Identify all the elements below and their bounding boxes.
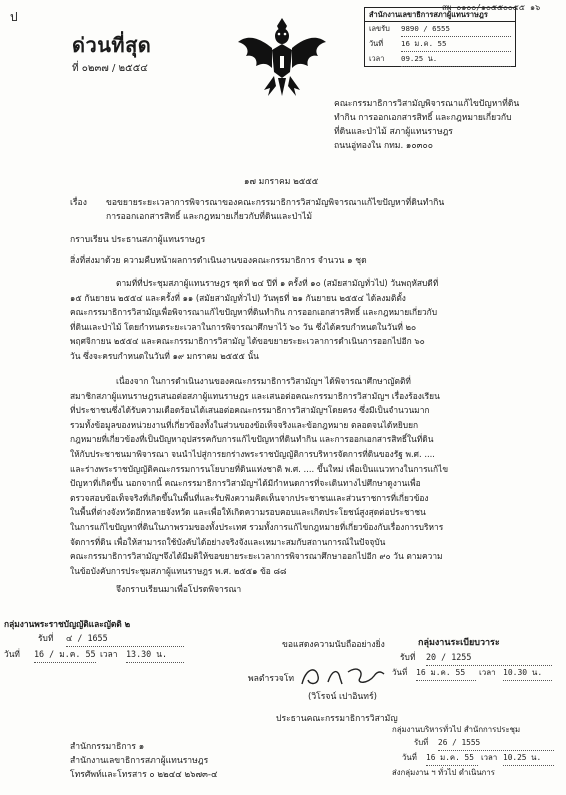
doc-number: ที่ ๐๒๓๗ / ๒๕๕๔ — [72, 63, 148, 74]
signer-rank: พลตำรวจโท — [248, 674, 295, 684]
sender-line: ที่ดินและป่าไม้ สภาผู้แทนราษฎร — [334, 127, 453, 137]
stamp-bottom-note: ส่งกลุ่มงาน ฯ ทั่วไป ดำเนินการ — [392, 768, 495, 777]
corner-mark: ป — [10, 10, 18, 24]
stamp-right-title: กลุ่มงานระเบียบวาระ — [418, 638, 500, 648]
paragraph-line: ๑๕ กันยายน ๒๕๕๔ และครั้งที่ ๑๑ (สมัยสามัญทั่วไป) วันพุธที่ ๒๑ กันยายน ๒๕๕๔ ได้ลงมติตั้ง — [70, 292, 406, 303]
footer-line: โทรศัพท์และโทรสาร ๐ ๒๒๔๔ ๒๖๗๓-๔ — [70, 770, 218, 780]
signer-name: (วิโรจน์ เปาอินทร์) — [308, 692, 377, 702]
paragraph-line: และร่างพระราชบัญญัติคณะกรรมการนโยบายที่ดินแห่งชาติ พ.ศ. .... ขึ้นใหม่ เพื่อเป็นแนวทางในการแก้ไข — [70, 463, 449, 474]
paragraph-line: ตรวจสอบข้อเท็จจริงที่เกิดขึ้นในพื้นที่และรับฟังความคิดเห็นจากประชาชนและส่วนราชการที่เกี่ยวข้อง — [70, 492, 429, 503]
stamp-left-row — [4, 647, 184, 663]
paragraph-line: คณะกรรมาธิการวิสามัญเพื่อพิจารณาแก้ไขปัญหาที่ดินทำกิน การออกเอกสารสิทธิ์ และกฎหมายเกี่ยวกับ — [70, 307, 438, 318]
receipt-value: 09.25 น. — [401, 52, 511, 67]
receipt-value: 16 ม.ค. 55 — [401, 37, 511, 52]
stamp-left — [4, 617, 184, 675]
sender-line: คณะกรรมาธิการวิสามัญพิจารณาแก้ไขปัญหาที่ดิน — [334, 99, 520, 109]
sender-address — [334, 97, 519, 153]
receipt-value: 9890 / 6555 — [401, 22, 511, 37]
stamp-left-row — [4, 631, 184, 647]
paragraph-line: ในการแก้ไขปัญหาที่ดินในภาพรวมของทั้งประเทศ รวมทั้งการแก้ไขกฎหมายที่เกี่ยวข้องกับเรื่องการบริหาร — [70, 521, 444, 532]
top-right-code: สผ ๐๑๐๐/๑๐๕๕๐๐๕๕ — [442, 3, 525, 12]
footer-line: สำนักงานเลขาธิการสภาผู้แทนราษฎร — [70, 756, 209, 766]
sender-line: ทำกิน การออกเอกสารสิทธิ์ และกฎหมายเกี่ยวกับ — [334, 113, 512, 123]
closing-line: จึงกราบเรียนมาเพื่อโปรดพิจารณา — [116, 585, 242, 595]
stamp-value: 16 ม.ค. 55 — [416, 666, 476, 681]
stamp-right — [392, 636, 552, 680]
stamp-bottom-row — [392, 751, 554, 766]
sender-line: ถนนอู่ทองใน กทม. ๑๐๓๐๐ — [334, 141, 434, 151]
paragraph-line: ที่ประชาชนซึ่งได้รับความเดือดร้อนได้เสนอต่อคณะกรรมาธิการวิสามัญฯโดยตรง ซึ่งมีเป็นจำนวนมาก — [70, 405, 430, 416]
paragraph-1 — [70, 276, 518, 364]
stamp-label: รับที่ — [38, 633, 54, 643]
subject-line: ขอขยายระยะเวลาการพิจารณาของคณะกรรมาธิการวิสามัญพิจารณาแก้ไขปัญหาที่ดินทำกิน — [106, 198, 445, 208]
top-right-code2: ๑๖ — [530, 3, 541, 12]
salutation: กราบเรียน ประธานสภาผู้แทนราษฎร — [70, 235, 206, 245]
stamp-value: 20 / 1255 — [426, 650, 552, 666]
subject-line: การออกเอกสารสิทธิ์ และกฎหมายเกี่ยวกับที่ดินและป่าไม้ — [106, 212, 313, 222]
paragraph-line: ตามที่ที่ประชุมสภาผู้แทนราษฎร ชุดที่ ๒๔ ปีที่ ๑ ครั้งที่ ๑๐ (สมัยสามัญทั่วไป) วันพฤหัสบดีที่ — [116, 278, 439, 288]
paragraph-line: ในข้อบังคับการประชุมสภาผู้แทนราษฎร พ.ศ. ๒๕๕๑ ข้อ ๘๘ — [70, 565, 287, 576]
stamp-bottom — [392, 724, 554, 790]
garuda-emblem — [236, 16, 328, 104]
paragraph-line: จัดการที่ดิน เพื่อให้สามารถใช้บังคับได้อย่างจริงจังและเหมาะสมกับสถานการณ์ในปัจจุบัน — [70, 536, 386, 547]
receipt-stamp-title: สำนักงานเลขาธิการสภาผู้แทนราษฎร — [365, 8, 515, 22]
paragraph-line: ให้กับประชาชนมาพิจารณา จนนำไปสู่การยกร่างพระราชบัญญัติการบริหารจัดการที่ดินของรัฐ พ.ศ. .... — [70, 448, 435, 459]
stamp-left-title: กลุ่มงานพระราชบัญญัติและญัตติ ๒ — [4, 619, 131, 629]
paragraph-line: เนื่องจาก ในการดำเนินงานของคณะกรรมาธิการวิสามัญฯ ได้พิจารณาศึกษาญัตติที่ — [116, 376, 411, 386]
urgent-label: ด่วนที่สุด — [72, 33, 152, 57]
stamp-bottom-title: กลุ่มงานบริหารทั่วไป สำนักการประชุม — [392, 725, 521, 734]
stamp-label: เวลา — [481, 753, 498, 762]
receipt-row — [365, 22, 515, 37]
receipt-label: เวลา — [369, 54, 385, 63]
enclosure: สิ่งที่ส่งมาด้วย ความคืบหน้าผลการดำเนินงานของคณะกรรมาธิการ จำนวน ๑ ชุด — [70, 256, 367, 266]
paragraph-line: รวมทั้งข้อมูลของหน่วยงานที่เกี่ยวข้องทั้งในส่วนของข้อเท็จจริงและข้อกฎหมาย ตลอดจนได้หยิบยก — [70, 419, 419, 430]
receipt-label: เลขรับ — [369, 24, 390, 33]
stamp-value: 26 / 1555 — [438, 736, 554, 751]
subject-label: เรื่อง — [70, 198, 87, 208]
paragraph-line: กฎหมายที่เกี่ยวข้องที่เป็นปัญหาอุปสรรคกับการแก้ไขปัญหาที่ดินทำกิน และการออกเอกสารสิทธิ์ในที่ดิน — [70, 434, 434, 445]
paragraph-line: คณะกรรมาธิการวิสามัญฯจึงได้มีมติให้ขอขยายระยะเวลาการพิจารณาศึกษาออกไปอีก ๙๐ วัน ตามความ — [70, 551, 443, 562]
stamp-value: 16 ม.ค. 55 — [426, 751, 478, 766]
stamp-value: 10.25 น. — [503, 751, 554, 766]
stamp-label: วันที่ — [392, 668, 408, 677]
paragraph-2 — [70, 374, 518, 578]
stamp-value: 13.30 น. — [126, 647, 184, 663]
stamp-label: เวลา — [100, 649, 118, 659]
stamp-bottom-row — [392, 736, 554, 751]
stamp-right-row — [392, 666, 552, 681]
receipt-row — [365, 52, 515, 67]
paragraph-line: วัน ซึ่งจะครบกำหนดในวันที่ ๑๙ มกราคม ๒๕๕๕ นั้น — [70, 350, 259, 361]
stamp-label: เวลา — [479, 668, 496, 677]
stamp-value: 16 / ม.ค. 55 — [34, 647, 96, 663]
receipt-row — [365, 37, 515, 52]
paragraph-line: ในพื้นที่ต่างจังหวัดอีกหลายจังหวัด และเพื่อให้เกิดความรอบคอบและเกิดประโยชน์สูงสุดต่อประชาชน — [70, 507, 426, 518]
stamp-value: 10.30 น. — [503, 666, 552, 681]
stamp-label: รับที่ — [414, 738, 429, 747]
paragraph-line: สมาชิกสภาผู้แทนราษฎรเสนอต่อสภาผู้แทนราษฎร และเสนอต่อคณะกรรมาธิการวิสามัญฯ เรื่องร้องเรียน — [70, 390, 440, 401]
stamp-label: วันที่ — [402, 753, 417, 762]
receipt-label: วันที่ — [369, 39, 384, 48]
stamp-right-row — [392, 650, 552, 666]
stamp-label: วันที่ — [4, 649, 20, 659]
letter-date: ๑๗ มกราคม ๒๕๕๕ — [244, 177, 319, 187]
regards: ขอแสดงความนับถืออย่างยิ่ง — [282, 640, 385, 650]
paragraph-line: พฤศจิกายน ๒๕๕๔ และคณะกรรมาธิการวิสามัญ ได้ขอขยายระยะเวลาการดำเนินการออกไปอีก ๖๐ — [70, 336, 425, 347]
paragraph-line: ปัญหาที่เกิดขึ้น นอกจากนี้ คณะกรรมาธิการวิสามัญฯได้มีกำหนดการที่จะเดินทางไปศึกษาดูงานเพื่อ — [70, 478, 421, 489]
footer-line: สำนักกรรมาธิการ ๑ — [70, 742, 145, 752]
signer-title: ประธานคณะกรรมาธิการวิสามัญ — [276, 714, 398, 724]
paragraph-line: ที่ดินและป่าไม้ โดยกำหนดระยะเวลาในการพิจารณาศึกษาไว้ ๖๐ วัน ซึ่งได้ครบกำหนดในวันที่ ๒๐ — [70, 321, 417, 332]
footer — [70, 740, 218, 782]
receipt-stamp — [364, 7, 516, 67]
stamp-label: รับที่ — [400, 652, 416, 662]
stamp-value: ๔ / 1655 — [66, 631, 184, 647]
